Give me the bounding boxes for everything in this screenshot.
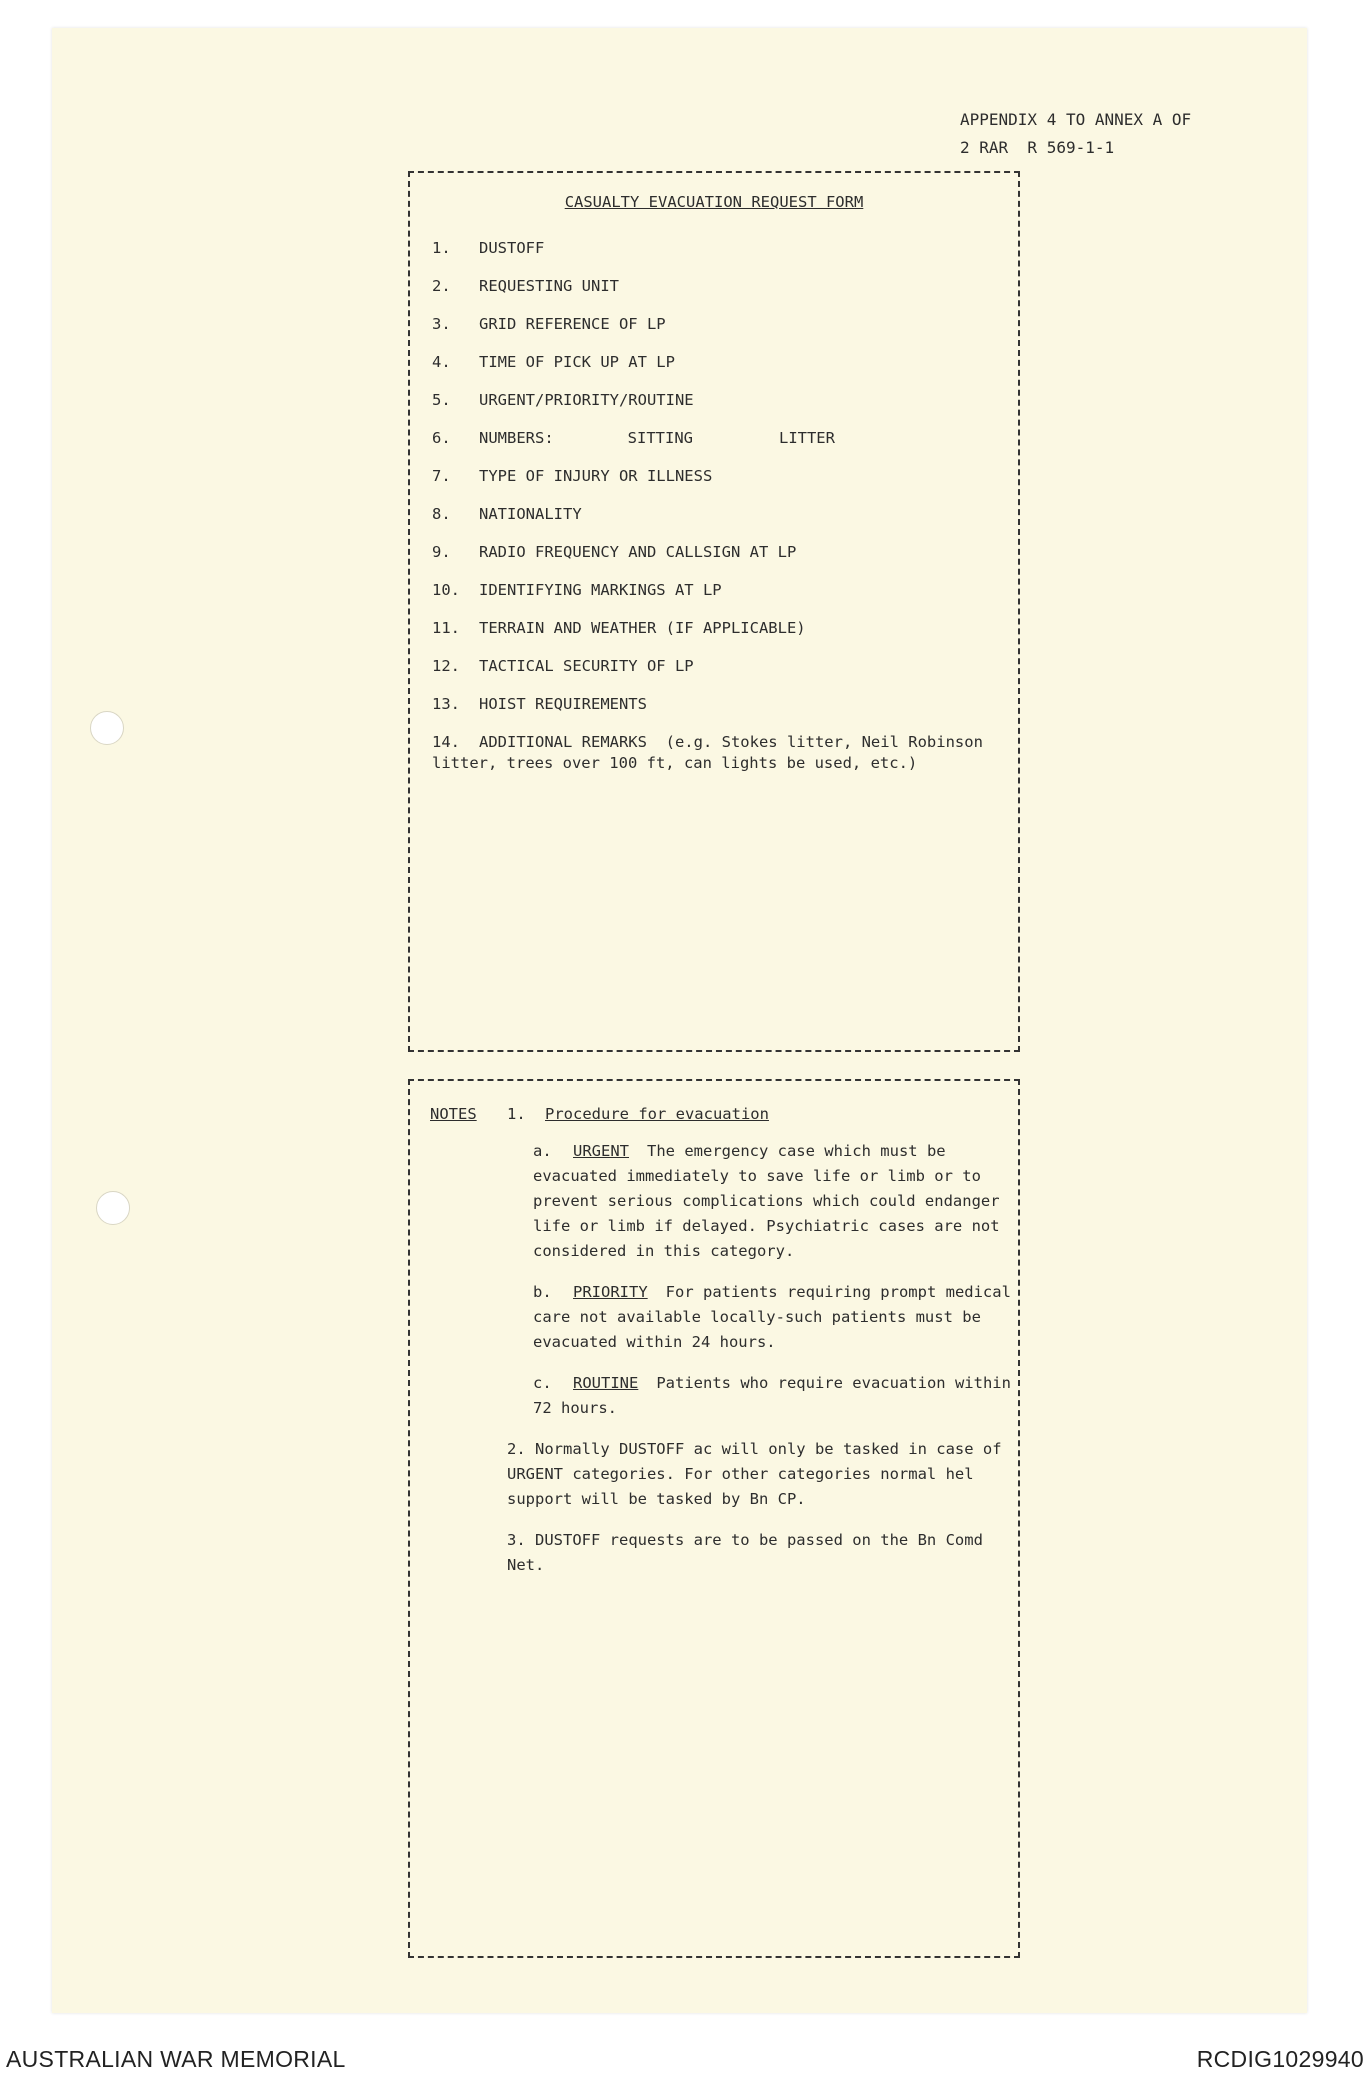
category-priority: b. PRIORITY For patients requiring prompt medical care not available locally-such patients must be evacuated within 24 hours. xyxy=(533,1283,1011,1351)
notes-heading-num: 1. xyxy=(507,1105,526,1123)
form-item: 10. IDENTIFYING MARKINGS AT LP xyxy=(432,581,722,599)
category-urgent: a. URGENT The emergency case which must be evacuated immediately to save life or limb or to prevent serious complications which could endanger life or limb if delayed. Psychiatric cases are not considered in this category. xyxy=(533,1142,1000,1260)
notes-box xyxy=(408,1079,1020,1958)
form-item: 14. ADDITIONAL REMARKS (e.g. Stokes litter, Neil Robinson xyxy=(432,733,983,751)
appendix-line-1: APPENDIX 4 TO ANNEX A OF xyxy=(960,110,1192,129)
notes-label: NOTES xyxy=(430,1105,477,1123)
litter-label: LITTER xyxy=(778,429,835,447)
request-form-box xyxy=(408,171,1020,1052)
punch-hole xyxy=(96,1191,130,1225)
notes-heading-text: Procedure for evacuation xyxy=(545,1105,769,1123)
form-item-numbers: 6. NUMBERS: SITTING LITTER xyxy=(432,429,835,447)
form-item: 8. NATIONALITY xyxy=(432,505,582,523)
form-item: 5. URGENT/PRIORITY/ROUTINE xyxy=(432,391,694,409)
notes-section xyxy=(430,1105,1010,1578)
form-item: 4. TIME OF PICK UP AT LP xyxy=(432,353,675,371)
notes-heading xyxy=(430,1105,1010,1123)
punch-hole xyxy=(90,711,124,745)
form-item: 9. RADIO FREQUENCY AND CALLSIGN AT LP xyxy=(432,543,797,561)
footer-left: AUSTRALIAN WAR MEMORIAL xyxy=(6,2046,346,2072)
form-title: CASUALTY EVACUATION REQUEST FORM xyxy=(564,193,864,211)
category-routine: c. ROUTINE Patients who require evacuation within 72 hours. xyxy=(533,1374,1011,1417)
form-item: 13. HOIST REQUIREMENTS xyxy=(432,695,647,713)
form-item: 7. TYPE OF INJURY OR ILLNESS xyxy=(432,467,713,485)
form-item: 2. REQUESTING UNIT xyxy=(432,277,619,295)
appendix-reference xyxy=(960,106,1191,162)
remarks-continuation: litter, trees over 100 ft, can lights be used, etc.) xyxy=(432,754,918,772)
footer-right: RCDIG1029940 xyxy=(1196,2046,1364,2072)
note-paragraph-3: 3. DUSTOFF requests are to be passed on the Bn Comd Net. xyxy=(507,1531,983,1574)
form-item: 11. TERRAIN AND WEATHER (IF APPLICABLE) xyxy=(432,619,806,637)
form-item: 3. GRID REFERENCE OF LP xyxy=(432,315,666,333)
sitting-label: SITTING xyxy=(627,429,693,447)
appendix-line-2: 2 RAR R 569-1-1 xyxy=(960,138,1115,157)
form-item: 12. TACTICAL SECURITY OF LP xyxy=(432,657,694,675)
form-items-list xyxy=(432,239,1012,775)
note-paragraph-2: 2. Normally DUSTOFF ac will only be tasked in case of URGENT categories. For other categories normal hel support will be tasked by Bn CP. xyxy=(507,1440,1002,1508)
form-item: 1. DUSTOFF xyxy=(432,239,545,257)
